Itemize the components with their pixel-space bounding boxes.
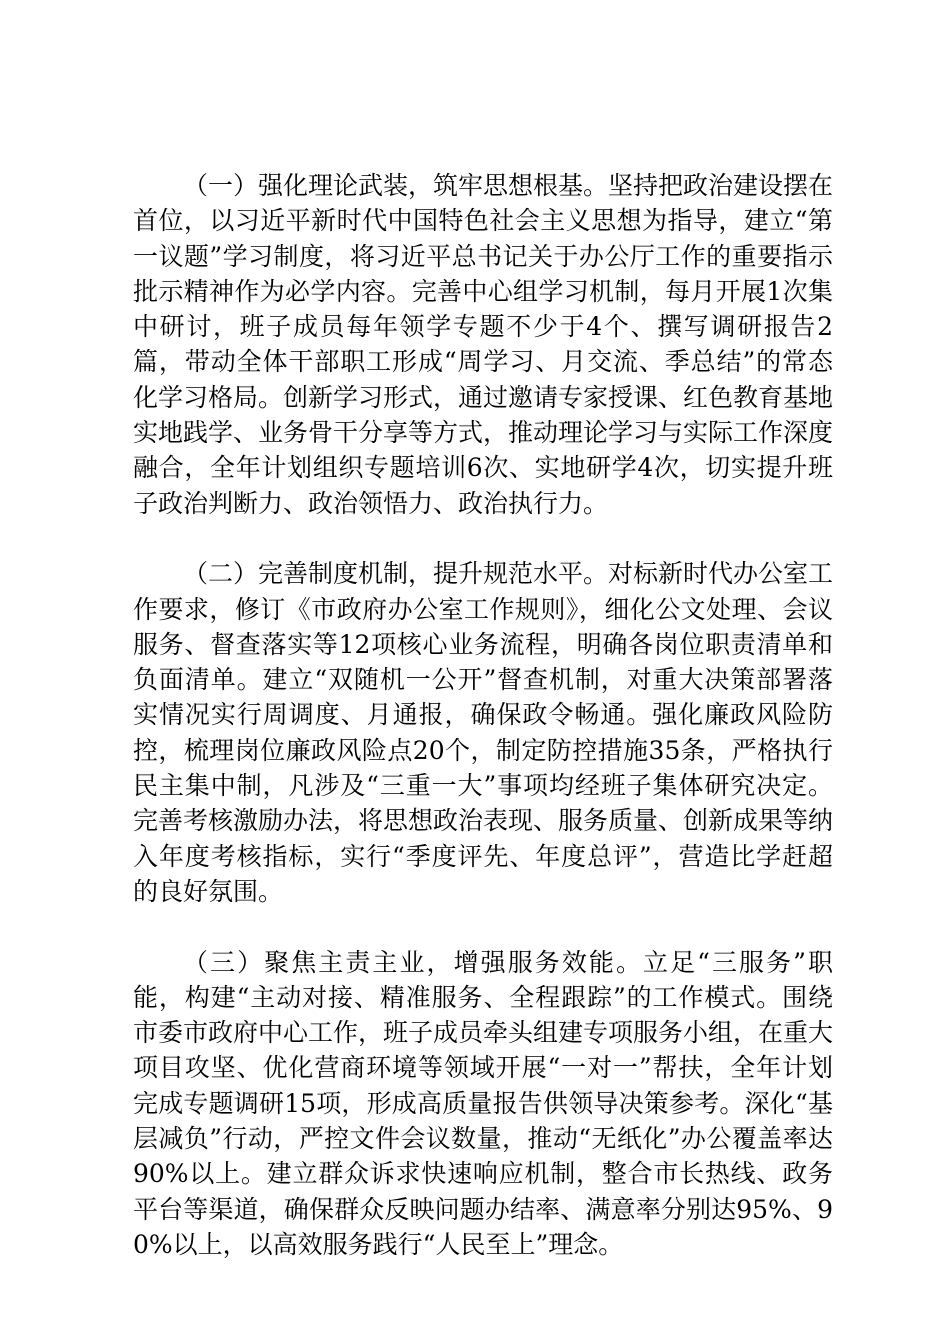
paragraph-service-efficiency: （三）聚焦主责主业，增强服务效能。立足“三服务”职能，构建“主动对接、精准服务、全程跟踪”的工作模式。围绕市委市政府中心工作，班子成员牵头组建专项服务小组，在重大项目攻坚、优化营商环境等领域开展“一对一”帮扶，全年计划完成专题调研15项，形成高质量报告供领导决策参考。深化“基层减负”行动，严控文件会议数量，推动“无纸化”办公覆盖率达90%以上。建立群众诉求快速响应机制，整合市长热线、政务平台等渠道，确保群众反映问题办结率、满意率分别达95%、90%以上，以高效服务践行“人民至上”理念。 (133, 947, 834, 1259)
document-body (133, 168, 833, 1298)
paragraph-theory-study: （一）强化理论武装，筑牢思想根基。坚持把政治建设摆在首位，以习近平新时代中国特色社会主义思想为指导，建立“第一议题”学习制度，将习近平总书记关于办公厅工作的重要指示批示精神作为必学内容。完善中心组学习机制，每月开展1次集中研讨，班子成员每年领学专题不少于4个、撰写调研报告2篇，带动全体干部职工形成“周学习、月交流、季总结”的常态化学习格局。创新学习形式，通过邀请专家授课、红色教育基地实地践学、业务骨干分享等方式，推动理论学习与实际工作深度融合，全年计划组织专题培训6次、实地研学4次，切实提升班子政治判断力、政治领悟力、政治执行力。 (133, 171, 834, 518)
paragraph-institutional-mechanism: （二）完善制度机制，提升规范水平。对标新时代办公室工作要求，修订《市政府办公室工作规则》，细化公文处理、会议服务、督查落实等12项核心业务流程，明确各岗位职责清单和负面清单。建立“双随机一公开”督查机制，对重大决策部署落实情况实行周调度、月通报，确保政令畅通。强化廉政风险防控，梳理岗位廉政风险点20个，制定防控措施35条，严格执行民主集中制，凡涉及“三重一大”事项均经班子集体研究决定。完善考核激励办法，将思想政治表现、服务质量、创新成果等纳入年度考核指标，实行“季度评先、年度总评”，营造比学赶超的良好氛围。 (133, 559, 834, 906)
